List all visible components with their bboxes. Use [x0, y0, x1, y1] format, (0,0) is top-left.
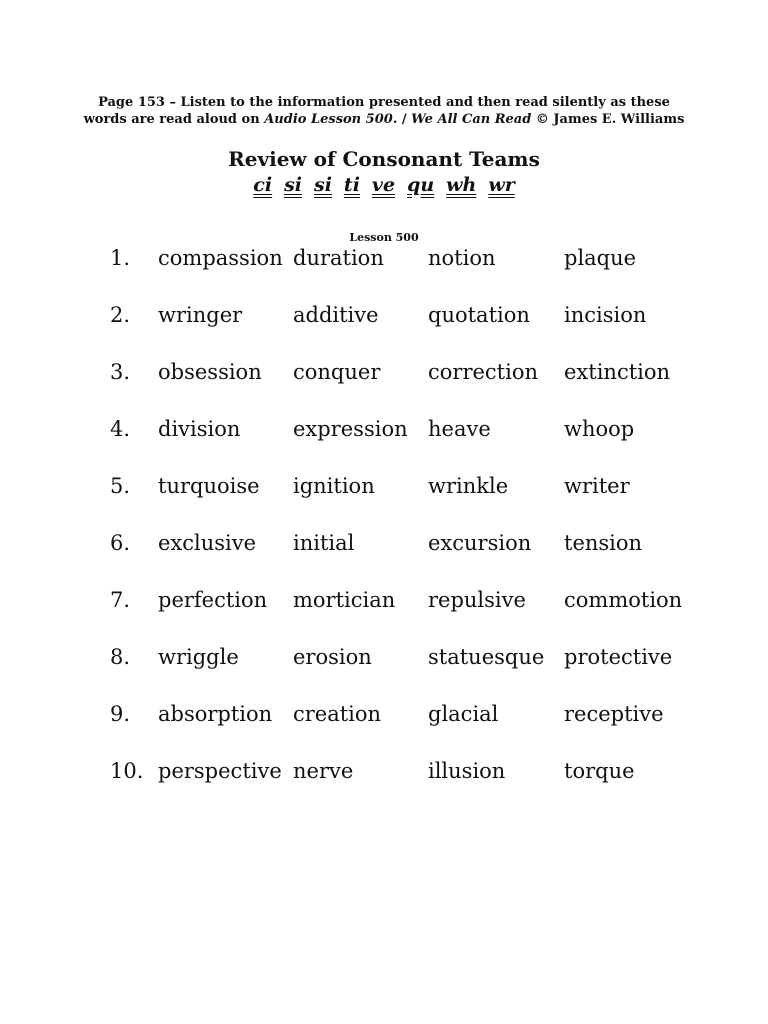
row-number: 4.: [110, 417, 131, 441]
row-number: 1.: [110, 246, 131, 270]
word: plaque: [564, 246, 637, 270]
row-number: 5.: [110, 474, 131, 498]
word: expression: [293, 417, 408, 441]
page-header: [0, 94, 768, 128]
word: compassion: [158, 246, 283, 270]
header-text: words are read aloud on: [83, 112, 265, 127]
word-row: [110, 588, 750, 645]
word: commotion: [564, 588, 683, 612]
word: repulsive: [428, 588, 526, 612]
team-item: si: [314, 174, 332, 196]
word: correction: [428, 360, 538, 384]
word: perfection: [158, 588, 268, 612]
lesson-label: Lesson 500: [349, 231, 419, 244]
word: excursion: [428, 531, 532, 555]
word: illusion: [428, 759, 506, 783]
word: nerve: [293, 759, 354, 783]
row-number: 7.: [110, 588, 131, 612]
word-row: [110, 645, 750, 702]
row-number: 2.: [110, 303, 131, 327]
word: additive: [293, 303, 379, 327]
word: turquoise: [158, 474, 260, 498]
header-line-2: [0, 111, 768, 128]
word: wriggle: [158, 645, 239, 669]
word: receptive: [564, 702, 664, 726]
word: tension: [564, 531, 643, 555]
word: duration: [293, 246, 384, 270]
word: extinction: [564, 360, 671, 384]
word: exclusive: [158, 531, 257, 555]
word: whoop: [564, 417, 635, 441]
copyright: © James E. Williams: [531, 112, 685, 127]
word: creation: [293, 702, 382, 726]
word: statuesque: [428, 645, 545, 669]
row-number: 10.: [110, 759, 144, 783]
header-line-1: Page 153 – Listen to the information presented and then read silently as these: [98, 95, 670, 110]
header-separator: . /: [392, 112, 412, 127]
word: division: [158, 417, 241, 441]
word: glacial: [428, 702, 499, 726]
word: heave: [428, 417, 491, 441]
word: absorption: [158, 702, 273, 726]
word-row: [110, 531, 750, 588]
word: incision: [564, 303, 647, 327]
word: initial: [293, 531, 355, 555]
word: conquer: [293, 360, 381, 384]
word: erosion: [293, 645, 372, 669]
word: protective: [564, 645, 673, 669]
word: writer: [564, 474, 630, 498]
team-item: qu: [407, 174, 435, 196]
team-item: ti: [343, 174, 360, 196]
word: perspective: [158, 759, 282, 783]
team-item: wr: [488, 174, 515, 196]
word-row: [110, 759, 750, 816]
word-row: [110, 702, 750, 759]
word: torque: [564, 759, 635, 783]
word: ignition: [293, 474, 375, 498]
team-item: ci: [253, 174, 273, 196]
word-row: [110, 360, 750, 417]
row-number: 3.: [110, 360, 131, 384]
word-row: [110, 474, 750, 531]
consonant-teams: [0, 174, 768, 196]
team-item: wh: [446, 174, 477, 196]
row-number: 6.: [110, 531, 131, 555]
word: wringer: [158, 303, 243, 327]
word-row: [110, 246, 750, 303]
word-row: [110, 303, 750, 360]
word: obsession: [158, 360, 262, 384]
team-item: ve: [371, 174, 396, 196]
page-title: Review of Consonant Teams: [228, 147, 540, 171]
row-number: 9.: [110, 702, 131, 726]
audio-lesson-title: Audio Lesson 500: [264, 112, 393, 127]
book-title: We All Can Read: [411, 112, 532, 127]
row-number: 8.: [110, 645, 131, 669]
word: wrinkle: [428, 474, 509, 498]
word: quotation: [428, 303, 530, 327]
word-list: [110, 246, 750, 816]
word: notion: [428, 246, 496, 270]
word-row: [110, 417, 750, 474]
team-item: si: [284, 174, 302, 196]
word: mortician: [293, 588, 396, 612]
